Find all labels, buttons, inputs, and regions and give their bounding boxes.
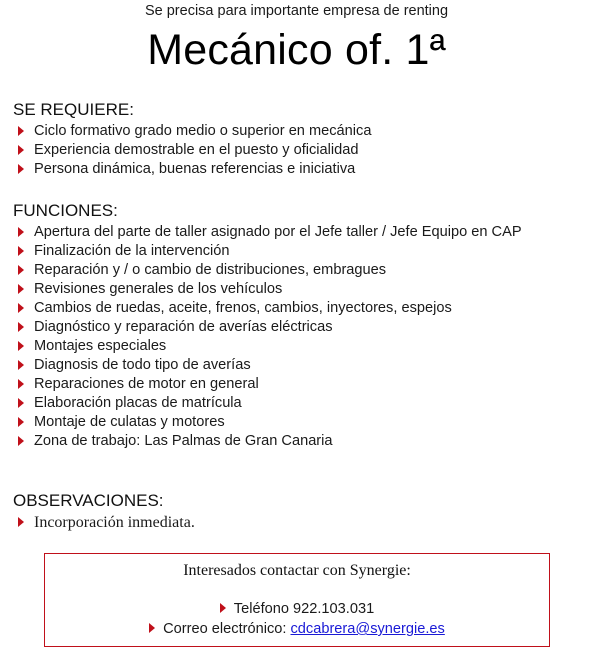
bullet-arrow-icon [18, 398, 24, 408]
contact-email-link[interactable]: cdcabrera@synergie.es [290, 621, 445, 637]
bullet-arrow-icon [18, 436, 24, 446]
requirements-list [13, 122, 583, 179]
bullet-arrow-icon [18, 341, 24, 351]
bullet-arrow-icon [18, 265, 24, 275]
list-item: Diagnosis de todo tipo de averías [13, 356, 583, 375]
functions-list [13, 223, 583, 451]
list-item: Persona dinámica, buenas referencias e iniciativa [13, 160, 583, 179]
bullet-arrow-icon [18, 360, 24, 370]
subtitle: Se precisa para importante empresa de renting [144, 3, 449, 19]
list-item: Cambios de ruedas, aceite, frenos, cambios, inyectores, espejos [13, 299, 583, 318]
list-item: Apertura del parte de taller asignado por el Jefe taller / Jefe Equipo en CAP [13, 223, 583, 242]
list-item: Zona de trabajo: Las Palmas de Gran Canaria [13, 432, 583, 451]
bullet-arrow-icon [18, 145, 24, 155]
list-item: Ciclo formativo grado medio o superior en mecánica [13, 122, 583, 141]
list-item: Incorporación inmediata. [13, 513, 583, 532]
contact-email-label: Correo electrónico: [163, 621, 287, 637]
contact-box [44, 553, 550, 647]
list-item: Montajes especiales [13, 337, 583, 356]
bullet-arrow-icon [18, 379, 24, 389]
contact-phone: Teléfono 922.103.031 [233, 601, 375, 617]
bullet-arrow-icon [18, 227, 24, 237]
requirements-section [13, 100, 583, 179]
bullet-arrow-icon [18, 303, 24, 313]
bullet-arrow-icon [18, 417, 24, 427]
observations-heading: OBSERVACIONES: [13, 491, 164, 510]
bullet-arrow-icon [18, 284, 24, 294]
list-item: Revisiones generales de los vehículos [13, 280, 583, 299]
list-item: Experiencia demostrable en el puesto y oficialidad [13, 141, 583, 160]
bullet-arrow-icon [18, 246, 24, 256]
requirements-heading: SE REQUIERE: [13, 100, 134, 119]
list-item: Finalización de la intervención [13, 242, 583, 261]
contact-phone-line [45, 601, 549, 617]
job-title: Mecánico of. 1ª [147, 26, 446, 74]
list-item: Elaboración placas de matrícula [13, 394, 583, 413]
contact-email-line [45, 621, 549, 637]
bullet-arrow-icon [149, 623, 155, 633]
bullet-arrow-icon [18, 322, 24, 332]
observations-list [13, 513, 583, 532]
list-item: Montaje de culatas y motores [13, 413, 583, 432]
bullet-arrow-icon [18, 164, 24, 174]
list-item: Diagnóstico y reparación de averías eléctricas [13, 318, 583, 337]
functions-section [13, 201, 583, 451]
bullet-arrow-icon [18, 126, 24, 136]
contact-heading: Interesados contactar con Synergie: [183, 562, 411, 579]
functions-heading: FUNCIONES: [13, 201, 118, 220]
observations-section [13, 491, 583, 532]
bullet-arrow-icon [220, 603, 226, 613]
bullet-arrow-icon [18, 517, 24, 527]
list-item: Reparaciones de motor en general [13, 375, 583, 394]
list-item: Reparación y / o cambio de distribuciones, embragues [13, 261, 583, 280]
